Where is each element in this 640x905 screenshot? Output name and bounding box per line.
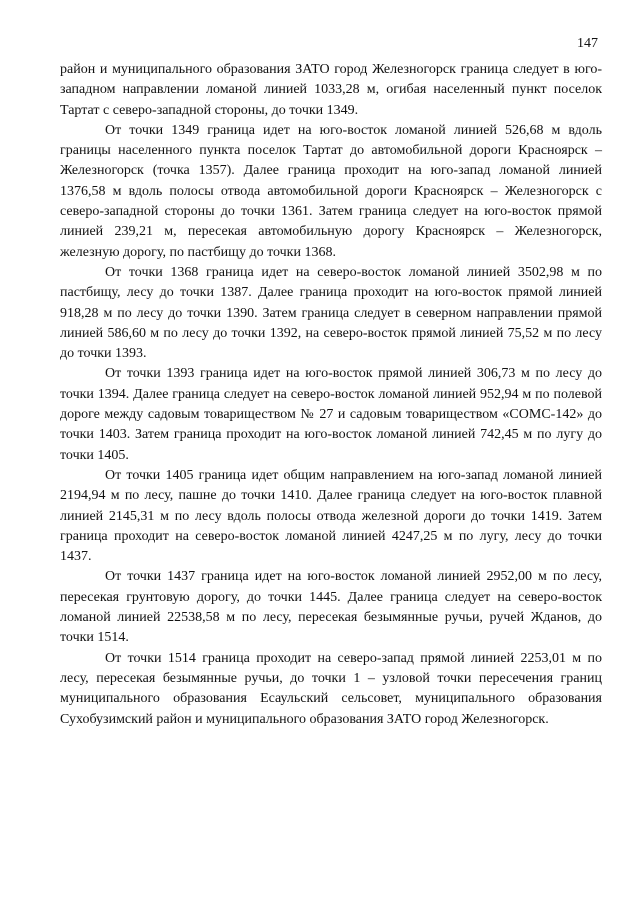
paragraph-continuation: район и муниципального образования ЗАТО город Железногорск граница следует в юго-западном направлении ломаной линией 1033,28 м, огибая населенный пункт поселок Тартат с северо-западной стороны, до точки 1349. [60,62,602,118]
document-body [60,60,602,730]
paragraph: От точки 1349 граница идет на юго-восток ломаной линией 526,68 м вдоль границы населенного пункта поселок Тартат до автомобильной дороги Красноярск – Железногорск (точка 1357). Далее граница проходит на юго-запад ломаной линией 1376,58 м вдоль полосы отвода автомобильной дороги Красноярск – Железногорск с северо-западной стороны до точки 1361. Затем граница следует на юго-восток прямой линией 239,21 м, пересекая автомобильную дорогу Красноярск – Железногорск, железную дорогу, по пастбищу до точки 1368. [60,122,602,260]
paragraph: От точки 1393 граница идет на юго-восток прямой линией 306,73 м по лесу до точки 1394. Далее граница следует на северо-восток ломаной линией 952,94 м по полевой дороге между садовым товариществом № 27 и садовым товариществом «СОМС-142» до точки 1403. Затем граница проходит на юго-восток ломаной линией 742,45 м по лугу до точки 1405. [60,366,602,463]
paragraph: От точки 1405 граница идет общим направлением на юго-запад ломаной линией 2194,94 м по лесу, пашне до точки 1410. Далее граница следует на юго-восток плавной линией 2145,31 м по лесу вдоль полосы отвода железной дороги до точки 1419. Затем граница проходит на северо-восток ломаной линией 4247,25 м по лугу, лесу до точки 1437. [60,467,602,565]
paragraph: От точки 1368 граница идет на северо-восток ломаной линией 3502,98 м по пастбищу, лесу до точки 1387. Далее граница проходит на юго-восток прямой линией 918,28 м по лесу до точки 1390. Затем граница следует в северном направлении прямой линией 586,60 м по лесу до точки 1392, на северо-восток прямой линией 75,52 м по лесу до точки 1393. [60,264,602,362]
page-number: 147 [577,36,598,51]
paragraph: От точки 1514 граница проходит на северо-запад прямой линией 2253,01 м по лесу, пересекая безымянные ручьи, до точки 1 – узловой точки пересечения границ муниципального образования Есаульский сельсовет, муниципального образования Сухобузимский район и муниципального образования ЗАТО город Железногорск. [60,650,602,727]
paragraph: От точки 1437 граница идет на юго-восток ломаной линией 2952,00 м по лесу, пересекая грунтовую дорогу, до точки 1445. Далее граница следует на северо-восток ломаной линией 22538,58 м по лесу, пересекая безымянные ручьи, ручей Жданов, до точки 1514. [60,569,602,646]
